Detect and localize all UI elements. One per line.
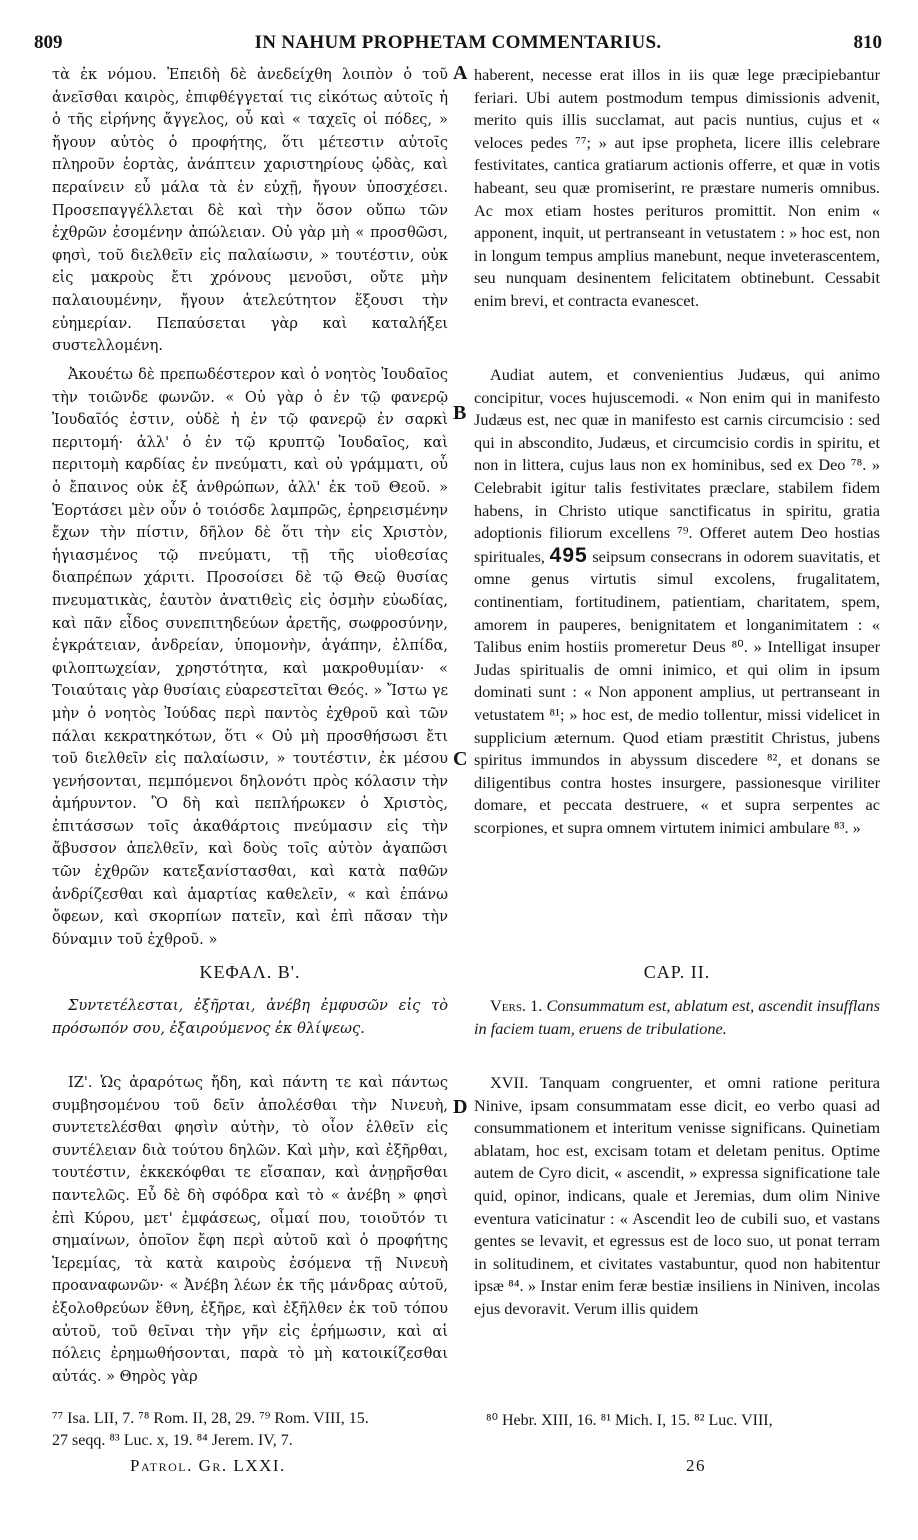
latin-verse-block [474,995,880,1040]
page-mark: 495 [549,543,588,567]
greek-column-bottom [52,1072,448,1394]
latin-paragraph-2b: seipsum consecrans in odorem suavitatis, et omne genus virtutis simul excolens, frugalitatem, continentiam, fortitudinem, patientiam, charitatem, spem, amorem in pauperes, benignitatem et longanimitatem : « Talibus enim hostiis promeretur Deus ⁸⁰. » Intelligat insuper Judas spiritualis de omni inimico, et qui olim in ipsum dominati sunt : « Non apponent amplius, ut pertranseant in vetustatem ⁸¹; » hoc est, de medio tollentur, missi videlicet in supplicium æternum. Quod etiam præstitit Christus, jubens spiritus immundos in abyssum discedere ⁸², et donans se diligentibus contra hostes insurgere, passionesque viriliter domare, et peccata destruere, « et supra serpentes ac scorpiones, et supra omnem virtutem inimici ambulare ⁸³. » [474,546,880,837]
running-header [34,32,882,58]
greek-verse: Συντετέλεσται, ἐξῆρται, ἀνέβη ἐμφυσῶν εἰς τὸ πρόσωπόν σου, ἐξαιρούμενος ἐκ θλίψεως. [52,997,448,1037]
greek-paragraph-2: Ἀκουέτω δὲ πρεπωδέστερον καὶ ὁ νοητὸς Ἰουδαῖος τὴν τοιῶνδε φωνῶν. « Οὐ γὰρ ὁ ἐν τῷ φανερῷ Ἰουδαῖός ἐστιν, οὐδὲ ἡ ἐν τῷ φανερῷ ἐν σαρκὶ περιτομή· ἀλλ' ὁ ἐν τῷ κρυπτῷ Ἰουδαῖος, καὶ περιτομὴ καρδίας ἐν πνεύματι, καὶ οὐ γράμματι, οὗ ὁ ἔπαινος οὐκ ἐξ ἀνθρώπων, ἀλλ' ἐκ τοῦ Θεοῦ. » Ἑορτάσει μὲν οὖν ὁ τοιόσδε λαμπρῶς, ἐρηρεισμένην ἔχων τὴν πίστιν, δῆλον δὲ ὅτι τὴν εἰς Χριστὸν, ἡγιασμένος τῷ πνεύματι, τῇ τῆς υἱοθεσίας διαπρέπων χάριτι. Προσοίσει δὲ τῷ Θεῷ θυσίας πνευματικὰς, ἑαυτὸν ἀνατιθεὶς εἰς ὀσμὴν εὐωδίας, καὶ πᾶν εἶδος συνεπιτηδεύων ἀρετῆς, σωφροσύνην, ἐγκράτειαν, ἀνδρείαν, ὑπομονὴν, ἀγάπην, ἐλπίδα, φιλοπτωχείαν, χρηστότητα, καὶ μακροθυμίαν· « Τοιαύταις γὰρ θυσίαις εὐαρεστεῖται Θεός. » Ἴστω γε μὴν ὁ νοητὸς Ἰούδας περὶ παντὸς ἐχθροῦ καὶ τῶν πάλαι κεκρατηκότων, ὅτι « Οὐ μὴ προσθήσωσι ἔτι τοῦ διελθεῖν εἰς παλαίωσιν, » τουτέστιν, ἐκ μέσου γενήσονται, πεμπόμενοι δηλονότι πρὸς κόλασιν τὴν ἀμήρυντον. Ὃ δὴ καὶ πεπλήρωκεν ὁ Χριστὸς, ἐπιτάσσων τοῖς ἀκαθάρτοις πνεύμασιν εἰς τὴν ἄβυσσον ἀπελθεῖν, καὶ δοὺς τοῖς αὐτὸν ἀγαπῶσι τῶν ἐχθρῶν κατεξανίστασθαι, καὶ κατὰ παθῶν ἀνδρίζεσθαι καὶ ἁμαρτίας καθελεῖν, « καὶ ἐπάνω ὄφεων, καὶ σκορπίων πατεῖν, καὶ ἐπὶ πᾶσαν τὴν δύναμιν τοῦ ἐχθροῦ. » [52,366,448,948]
footnotes-left-line-2: 27 seqq. ⁸³ Luc. x, 19. ⁸⁴ Jerem. IV, 7. [52,1432,293,1449]
greek-chapter-heading: ΚΕΦΑΛ. Β'. [199,962,301,982]
latin-verse: Consummatum est, ablatum est, ascendit insufflans in faciem tuam, eruens de tribulatione. [474,996,880,1038]
latin-column-bottom [474,1072,880,1394]
margin-letter-c: C [453,748,468,770]
margin-letter-d: D [453,1096,468,1118]
signature-right: 26 [686,1456,706,1475]
page-number-left: 809 [34,32,63,53]
latin-paragraph-2a: Audiat autem, et convenientius Judæus, qui animo concipitur, voces hujuscemodi. « Non enim qui in manifesto Judæus est, nec quæ in manifesto est carnis circumcisio : sed qui in abscondito, Judæus, et circumcisio cordis in spiritu, et non in littera, cujus laus non ex hominibus, sed ex Deo ⁷⁸. » Celebrabit igitur talis festivitates præclare, stabilem fidem habens, in Christo utique sanctificatus in spiritu, gratia adoptionis filiorum excellens ⁷⁹. Offeret autem Deo hostias spirituales, [474,365,880,566]
latin-chapter-heading: CAP. II. [643,962,711,982]
greek-paragraph-3: ΙΖ'. Ὡς ἀραρότως ἤδη, καὶ πάντη τε καὶ πάντως συμβησομένου τοῦ δεῖν ἀπολέσθαι τὴν Νινευὴ, συντετελέσθαι φησὶν αὐτὴν, τὸ οἷον ἐλθεῖν εἰς συντέλειαν διὰ τούτου δηλῶν. Καὶ μὴν, καὶ ἐξῆρθαι, τουτέστιν, ἐκκεκόφθαι τε εἴσαπαν, καὶ ἀνῃρῆσθαι παντελῶς. Εὖ δὲ δὴ σφόδρα καὶ τὸ « ἀνέβη » φησὶ ἐπὶ Κύρου, μετ' ἐμφάσεως, οἶμαί που, τοιοῦτόν τι σημαίνων, ὁποῖον ἔφη περὶ αὐτοῦ καὶ ὁ προφήτης Ἱερεμίας, τὰ κατὰ καιροὺς ἐσόμενα τῇ Νινευὴ προαναφωνῶν· « Ἀνέβη λέων ἐκ τῆς μάνδρας αὐτοῦ, ἐξολοθρεύων ἔθνη, ἐξῆρε, καὶ ἐξῆλθεν ἐκ τοῦ τόπου αὐτοῦ, τοῦ θεῖναι τὴν γῆν εἰς ἐρήμωσιν, καὶ αἱ πόλεις ἐρημωθήσονται, παρὰ τὸ μὴ κατοικίζεσθαι αὐτάς. » Θηρὸς γὰρ [52,1074,448,1385]
latin-paragraph-2 [474,364,880,839]
greek-paragraph-1: τὰ ἐκ νόμου. Ἐπειδὴ δὲ ἀνεδείχθη λοιπὸν ὁ τοῦ ἀνεῖσθαι καιρὸς, ἐπιφθέγγεταί τις εἰκότως αὐτοῖς ἡ ὁ τῆς εἰρήνης ἄγγελος, οὗ καὶ « ταχεῖς οἱ πόδες, » ἤγουν αὐτὸς ὁ προφήτης, ὅτι μέτεστιν αὐτοῖς πληροῦν ἑορτὰς, ἀνάπτειν χαριστηρίους ᾠδὰς, καὶ περαίνειν εὖ μάλα τὰ ἐν εὐχῇ, ἤγουν ὑποσχέσει. Προσεπαγγέλλεται δὲ καὶ τὴν ὅσον οὔπω τῶν ἐχθρῶν ἐσομένην ἀπώλειαν. Οὐ γὰρ μὴ « προσθῶσι, φησὶ, τοῦ διελθεῖν εἰς παλαίωσιν, » τουτέστιν, οὐκ εἰς μακροὺς ἔτι χρόνους μενοῦσι, οὔτε μὴν παλαιουμένην, ἤγουν ἀτελεύτητον ἕξουσι τὴν εὐημερίαν. Πεπαύσεται γὰρ καὶ καταλήξει συστελλομένη. [52,66,448,355]
running-title: IN NAHUM PROPHETAM COMMENTARIUS. [254,32,662,53]
signature-left [130,1456,286,1476]
margin-letter-a: A [453,62,468,84]
latin-paragraph-3: XVII. Tanquam congruenter, et omni ratione peritura Ninive, ipsam consummatam esse dicit, eo verbo quasi ad consummationem et interitum venisse significans. Quinetiam ablatam, hoc est, excisam totam et deletam penitus. Optime autem de Cyro dicit, « ascendit, » expressa significatione tale quid, opinor, indicans, quale et Jeremias, dum olim Ninive eventura vaticinatur : « Ascendit leo de cubili suo, et vastans gentes se levavit, et egressus est de loco suo, ut ponat terram in solitudinem, et civitates vastabuntur, quod non habitentur ipsæ ⁸⁴. » Instar enim feræ bestiæ insiliens in Niniven, incolas ejus devoravit. Verum illis quidem [474,1073,880,1318]
margin-letter-b: B [453,402,467,424]
footnotes-right-line-1: ⁸⁰ Hebr. XIII, 16. ⁸¹ Mich. I, 15. ⁸² Luc. VIII, [486,1412,773,1429]
footnotes-left-line-1: ⁷⁷ Isa. LII, 7. ⁷⁸ Rom. II, 28, 29. ⁷⁹ Rom. VIII, 15. [52,1410,369,1427]
latin-column-top [474,64,880,360]
greek-verse-block [52,995,448,1040]
latin-paragraph-1: haberent, necesse erat illos in iis quæ lege præcipiebantur feriari. Ubi autem postmodum tempus dimissionis advenit, merito quis illis succlamat, aut pacis nuntius, cujus et « veloces pedes ⁷⁷; » aut ipse propheta, licere illis celebrare festivitates, cantica gratiarum actionis offerre, et quæ in votis habeant, seu quæ promiserint, re præstare numeris omnibus. Ac mox etiam hostes perituros promittit. Non enim « apponent, inquit, ut pertranseant in vetustatem : » hoc est, non in longum tempus amplius manebunt, neque inveterascentem, seu nunquam desinentem felicitatem obtinebunt. Cessabit enim brevi, et contracta evanescet. [474,65,880,310]
latin-column-middle [474,364,880,948]
page-number-right: 810 [853,32,882,53]
latin-verse-label: Vers. 1. [490,996,543,1015]
greek-column-middle [52,364,448,948]
greek-column-top [52,64,448,404]
signature-text: Patrol. Gr. LXXI. [130,1456,286,1475]
